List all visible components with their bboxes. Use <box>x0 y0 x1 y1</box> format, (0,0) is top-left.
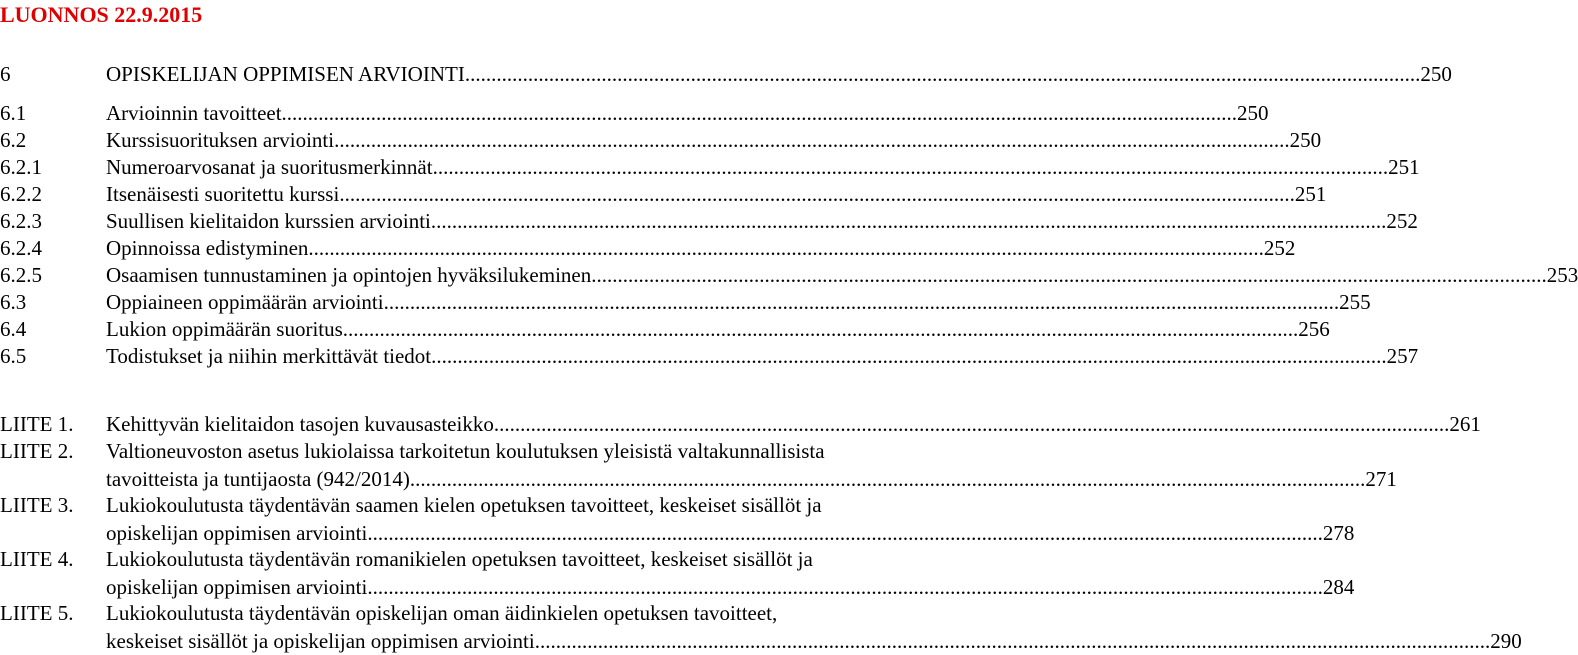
toc-entry-6-4[interactable] <box>0 315 1330 343</box>
toc-entry-title: Numeroarvosanat ja suoritusmerkinnät <box>106 155 433 179</box>
toc-entry-number: 6.2.5 <box>0 263 42 287</box>
toc-appendix-1[interactable] <box>0 410 1481 438</box>
toc-appendix-number: LIITE 1. <box>0 412 74 436</box>
toc-appendix-title-cont: opiskelijan oppimisen arviointi <box>106 521 368 545</box>
toc-entry-title: OPISKELIJAN OPPIMISEN ARVIOINTI <box>106 62 465 86</box>
toc-entry-number: 6.2.3 <box>0 209 42 233</box>
toc-appendix-title: Kehittyvän kielitaidon tasojen kuvausasteikko <box>106 412 494 436</box>
dot-leader: ...................................................................................................................................................................................... <box>367 575 1323 599</box>
toc-entry-number: 6.5 <box>0 344 27 368</box>
toc-appendix-2[interactable] <box>0 437 1397 493</box>
toc-appendix-title-cont: opiskelijan oppimisen arviointi <box>106 575 368 599</box>
toc-appendix-title-cont: tavoitteista ja tuntijaosta (942/2014) <box>106 467 410 491</box>
toc-entry-page: 250 <box>1420 62 1452 86</box>
dot-leader: ...................................................................................................................................................................................... <box>342 317 1299 341</box>
toc-entry-number: 6.2.1 <box>0 155 42 179</box>
dot-leader: ...................................................................................................................................................................................... <box>308 236 1264 260</box>
toc-appendix-page: 261 <box>1449 412 1481 436</box>
dot-leader: ...................................................................................................................................................................................... <box>383 290 1340 314</box>
toc-entry-page: 253 <box>1546 263 1578 287</box>
toc-entry-title: Lukion oppimäärän suoritus <box>106 317 343 341</box>
dot-leader: ...................................................................................................................................................................................... <box>432 155 1389 179</box>
toc-entry-6-2-5[interactable] <box>0 261 1578 289</box>
toc-entry-title: Todistukset ja niihin merkittävät tiedot <box>106 344 432 368</box>
toc-entry-6-3[interactable] <box>0 288 1371 316</box>
toc-appendix-title: Lukiokoulutusta täydentävän opiskelijan oman äidinkielen opetuksen tavoitteet, <box>106 601 778 625</box>
toc-entry-6-2[interactable] <box>0 126 1322 154</box>
dot-leader: ...................................................................................................................................................................................... <box>409 467 1366 491</box>
toc-appendix-number: LIITE 3. <box>0 493 74 517</box>
toc-entry-number: 6.2.4 <box>0 236 42 260</box>
toc-entry-number: 6 <box>0 62 11 86</box>
toc-entry-page: 252 <box>1386 209 1418 233</box>
toc-entry-title: Oppiaineen oppimäärän arviointi <box>106 290 384 314</box>
dot-leader: ...................................................................................................................................................................................... <box>464 62 1421 86</box>
toc-entry-page: 257 <box>1386 344 1419 368</box>
toc-entry-number: 6.4 <box>0 317 27 341</box>
dot-leader: ...................................................................................................................................................................................... <box>591 263 1547 287</box>
toc-appendix-number: LIITE 5. <box>0 601 74 625</box>
toc-entry-title: Opinnoissa edistyminen <box>106 236 309 260</box>
dot-leader: ...................................................................................................................................................................................... <box>534 629 1491 653</box>
dot-leader: ...................................................................................................................................................................................... <box>493 412 1450 436</box>
toc-entry-page: 255 <box>1339 290 1371 314</box>
toc-appendix-page: 278 <box>1322 521 1355 545</box>
toc-entry-page: 252 <box>1263 236 1296 260</box>
toc-appendix-4[interactable] <box>0 545 1355 601</box>
toc-appendix-title: Valtioneuvoston asetus lukiolaissa tarkoitetun koulutuksen yleisistä valtakunnallisista <box>106 439 825 463</box>
toc-entry-number: 6.2.2 <box>0 182 42 206</box>
dot-leader: ...................................................................................................................................................................................... <box>367 521 1323 545</box>
toc-appendix-title: Lukiokoulutusta täydentävän saamen kielen opetuksen tavoitteet, keskeiset sisällöt ja <box>106 493 822 517</box>
toc-entry-6-2-1[interactable] <box>0 153 1420 181</box>
toc-entry-page: 256 <box>1298 317 1330 341</box>
dot-leader: ...................................................................................................................................................................................... <box>430 209 1387 233</box>
dot-leader: ...................................................................................................................................................................................... <box>281 101 1238 125</box>
toc-entry-page: 250 <box>1237 101 1269 125</box>
toc-entry-6-2-2[interactable] <box>0 180 1327 208</box>
toc-entry-6-2-3[interactable] <box>0 207 1418 235</box>
toc-appendix-number: LIITE 2. <box>0 439 74 463</box>
toc-entry-title: Suullisen kielitaidon kurssien arviointi <box>106 209 431 233</box>
toc-entry-page: 251 <box>1294 182 1327 206</box>
toc-entry-6-1[interactable] <box>0 99 1269 127</box>
draft-label: LUONNOS 22.9.2015 <box>0 2 203 27</box>
toc-appendix-number: LIITE 4. <box>0 547 74 571</box>
dot-leader: ...................................................................................................................................................................................... <box>334 128 1290 152</box>
toc-entry-title: Itsenäisesti suoritettu kurssi <box>106 182 340 206</box>
toc-entry-page: 251 <box>1388 155 1420 179</box>
toc-entry-title: Arvioinnin tavoitteet <box>106 101 282 125</box>
dot-leader: ...................................................................................................................................................................................... <box>339 182 1295 206</box>
toc-entry-number: 6.3 <box>0 290 27 314</box>
toc-entry-title: Osaamisen tunnustaminen ja opintojen hyväksilukeminen <box>106 263 592 287</box>
toc-appendix-title: Lukiokoulutusta täydentävän romanikielen opetuksen tavoitteet, keskeiset sisällöt ja <box>106 547 813 571</box>
toc-entry-number: 6.2 <box>0 128 27 152</box>
dot-leader: ...................................................................................................................................................................................... <box>431 344 1387 368</box>
toc-entry-6-2-4[interactable] <box>0 234 1296 262</box>
toc-entry-number: 6.1 <box>0 101 27 125</box>
toc-appendix-title-cont: keskeiset sisällöt ja opiskelijan oppimisen arviointi <box>106 629 535 653</box>
toc-appendix-3[interactable] <box>0 491 1355 547</box>
toc-appendix-5[interactable] <box>0 599 1522 655</box>
toc-entry-title: Kurssisuorituksen arviointi <box>106 128 335 152</box>
toc-entry-6[interactable] <box>0 60 1452 88</box>
toc-appendix-page: 290 <box>1490 629 1522 653</box>
toc-entry-page: 250 <box>1289 128 1322 152</box>
toc-appendix-page: 271 <box>1365 467 1397 491</box>
toc-appendix-page: 284 <box>1322 575 1355 599</box>
toc-entry-6-5[interactable] <box>0 342 1419 370</box>
